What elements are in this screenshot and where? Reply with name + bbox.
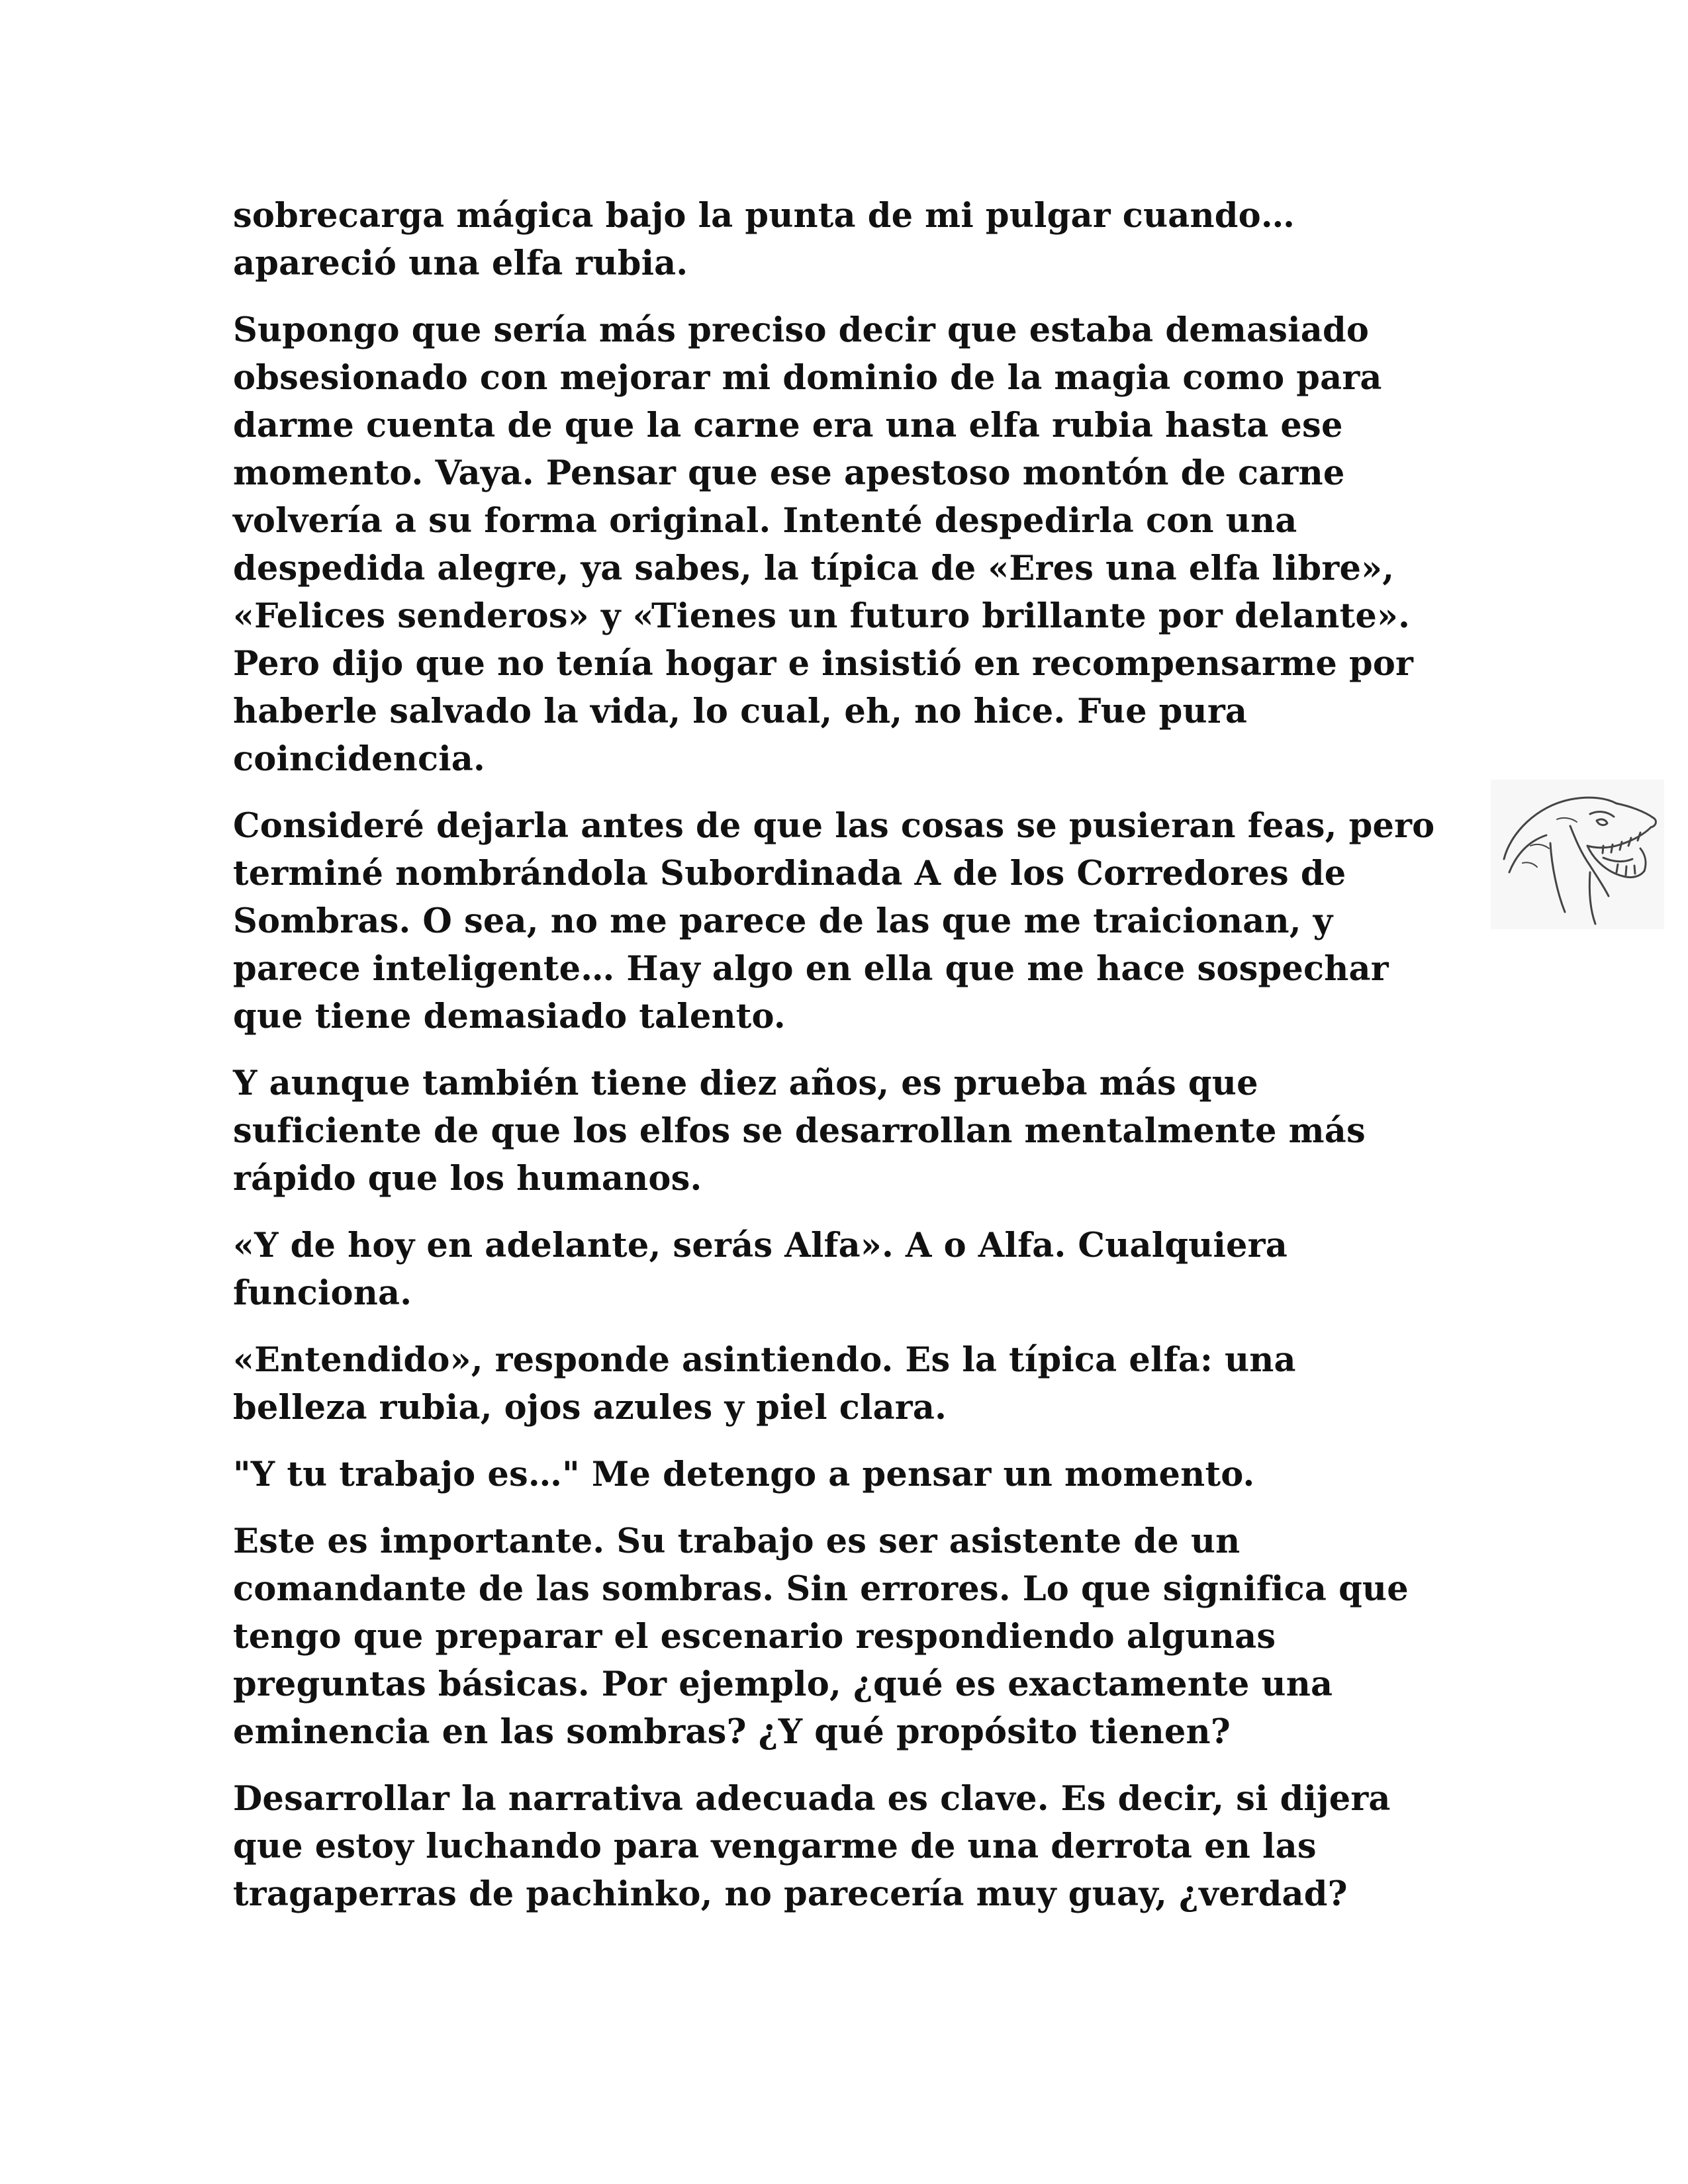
paragraph-2: Supongo que sería más preciso decir que estaba demasiado obsesionado con mejorar mi dominio de la magia como para darme cuenta de que la carne era una elfa rubia hasta ese momento. Vaya. Pensar que ese apestoso montón de carne volvería a su forma original. Intenté despedirla con una despedida alegre, ya sabes, la típica de «Eres una elfa libre», «Felices senderos» y «Tienes un futuro brillante por delante». Pero dijo que no tenía hogar e insistió en recompensarme por haberle salvado la vida, lo cual, eh, no hice. Fue pura coincidencia. xyxy=(233,310,1414,779)
paragraph-4: Y aunque también tiene diez años, es prueba más que suficiente de que los elfos se desarrollan mentalmente más rápido que los humanos. xyxy=(233,1064,1366,1199)
paragraph-9: Desarrollar la narrativa adecuada es clave. Es decir, si dijera que estoy luchando para vengarme de una derrota en las tragaperras de pachinko, no parecería muy guay, ¿verdad? xyxy=(233,1779,1391,1914)
dinosaur-head-sketch-icon xyxy=(1491,780,1664,929)
paragraph-5: «Y de hoy en adelante, serás Alfa». A o Alfa. Cualquiera funciona. xyxy=(233,1226,1288,1313)
paragraph-1: sobrecarga mágica bajo la punta de mi pulgar cuando… apareció una elfa rubia. xyxy=(233,196,1295,283)
body-text xyxy=(233,192,1464,1937)
paragraph-8: Este es importante. Su trabajo es ser asistente de un comandante de las sombras. Sin errores. Lo que significa que tengo que preparar el escenario respondiendo algunas preguntas básicas. Por ejemplo, ¿qué es exactamente una eminencia en las sombras? ¿Y qué propósito tienen? xyxy=(233,1522,1409,1752)
paragraph-7: "Y tu trabajo es…" Me detengo a pensar un momento. xyxy=(233,1455,1255,1494)
paragraph-3: Consideré dejarla antes de que las cosas se pusieran feas, pero terminé nombrándola Subordinada A de los Corredores de Sombras. O sea, no me parece de las que me traicionan, y parece inteligente… Hay algo en ella que me hace sospechar que tiene demasiado talento. xyxy=(233,806,1435,1036)
paragraph-6: «Entendido», responde asintiendo. Es la típica elfa: una belleza rubia, ojos azules y piel clara. xyxy=(233,1340,1296,1428)
